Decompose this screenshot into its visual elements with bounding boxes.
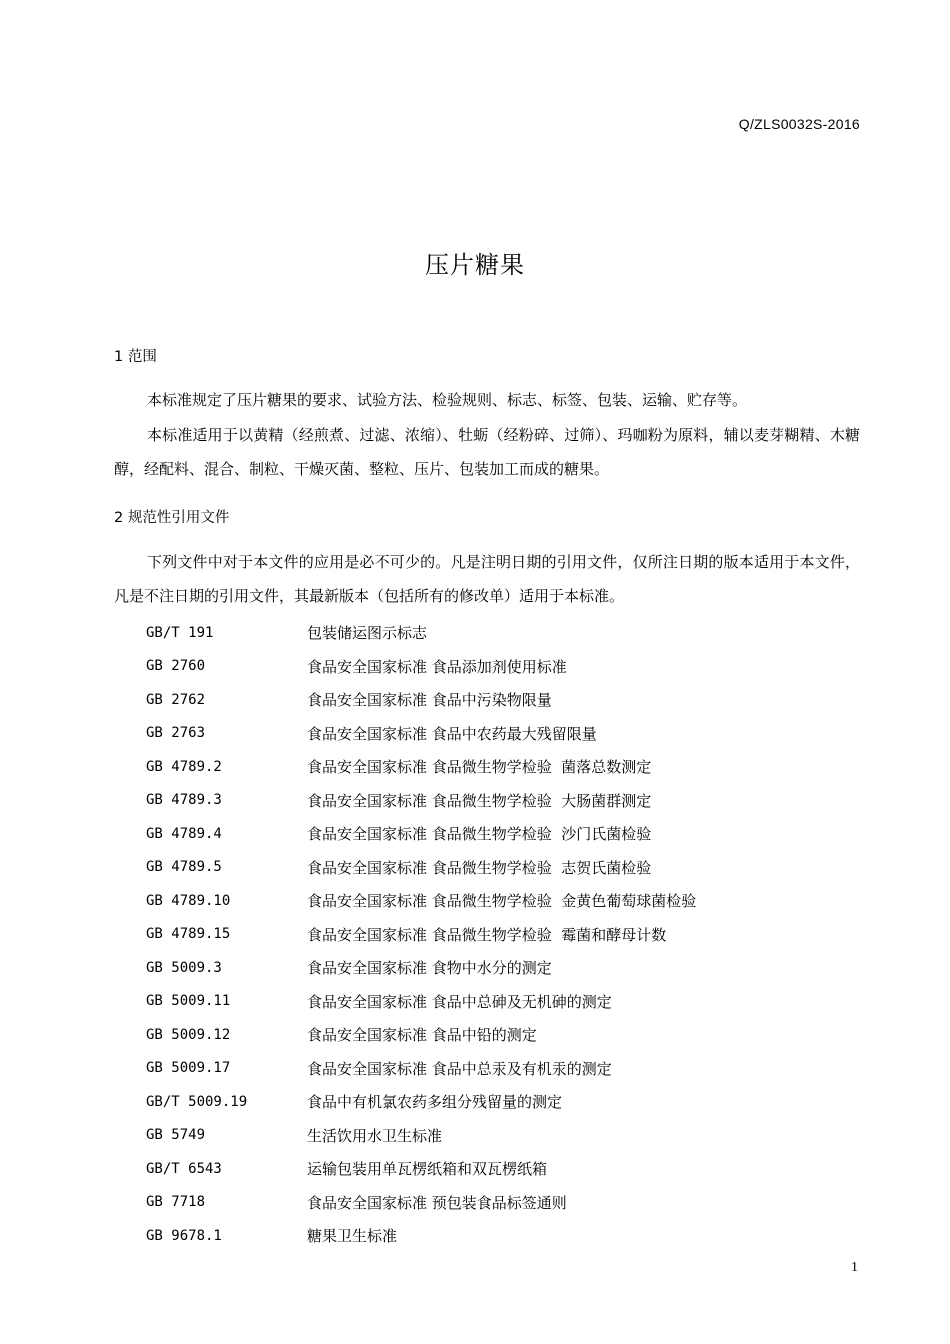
reference-item (146, 851, 696, 885)
reference-code: GB 5749 (146, 1127, 206, 1144)
reference-code: GB/T 191 (146, 624, 214, 641)
reference-code: GB 4789.5 (146, 859, 222, 876)
reference-item (146, 616, 696, 650)
reference-item (146, 1119, 696, 1153)
page-title: 压片糖果 (425, 251, 525, 279)
reference-item (146, 650, 696, 684)
scope-paragraph-1: 本标准规定了压片糖果的要求、试验方法、检验规则、标志、标签、包装、运输、贮存等。 (147, 391, 748, 409)
reference-code: GB 5009.11 (146, 993, 231, 1010)
reference-code: GB 4789.3 (146, 792, 222, 809)
reference-item (146, 985, 696, 1019)
reference-code: GB/T 6543 (146, 1160, 222, 1177)
reference-item (146, 1186, 696, 1220)
reference-code: GB 4789.2 (146, 758, 222, 775)
reference-title: 糖果卫生标准 (307, 1227, 398, 1246)
reference-item (146, 683, 696, 717)
references-intro-paragraph: 下列文件中对于本文件的应用是必不可少的。凡是注明日期的引用文件，仅所注日期的版本适用于本文件，凡是不注日期的引用文件，其最新版本（包括所有的修改单）适用于本标准。 (114, 553, 860, 605)
reference-title: 生活饮用水卫生标准 (307, 1126, 443, 1145)
reference-item (146, 1085, 696, 1119)
reference-code: GB 4789.10 (146, 892, 231, 909)
reference-code: GB 4789.15 (146, 926, 231, 943)
reference-title: 食品安全国家标准 食品微生物学检验 志贺氏菌检验 (307, 858, 652, 877)
reference-item (146, 784, 696, 818)
reference-title: 食品安全国家标准 食品中总砷及无机砷的测定 (307, 992, 612, 1011)
reference-code: GB 5009.17 (146, 1060, 231, 1077)
reference-title: 食品安全国家标准 食品中铅的测定 (307, 1026, 537, 1045)
reference-item (146, 1018, 696, 1052)
reference-title: 食品中有机氯农药多组分残留量的测定 (307, 1093, 563, 1112)
reference-title: 食品安全国家标准 食品中总汞及有机汞的测定 (307, 1059, 612, 1078)
reference-title: 食品安全国家标准 食品中污染物限量 (307, 691, 552, 710)
reference-title: 食品安全国家标准 食物中水分的测定 (307, 959, 552, 978)
reference-code: GB 5009.3 (146, 959, 222, 976)
page-number: 1 (851, 1260, 858, 1275)
reference-title: 食品安全国家标准 食品微生物学检验 菌落总数测定 (307, 758, 652, 777)
reference-code: GB 7718 (146, 1194, 206, 1211)
reference-item (146, 1219, 696, 1253)
reference-code: GB 2762 (146, 691, 206, 708)
reference-code: GB 2760 (146, 658, 206, 675)
reference-title: 食品安全国家标准 预包装食品标签通则 (307, 1193, 567, 1212)
reference-item (146, 817, 696, 851)
reference-code: GB 4789.4 (146, 825, 222, 842)
reference-title: 食品安全国家标准 食品微生物学检验 霉菌和酵母计数 (307, 925, 667, 944)
reference-title: 食品安全国家标准 食品微生物学检验 金黄色葡萄球菌检验 (307, 892, 697, 911)
reference-item (146, 884, 696, 918)
reference-code: GB 9678.1 (146, 1227, 222, 1244)
reference-item (146, 717, 696, 751)
reference-title: 运输包装用单瓦楞纸箱和双瓦楞纸箱 (307, 1160, 548, 1179)
document-code: Q/ZLS0032S-2016 (738, 116, 860, 132)
reference-list (146, 616, 696, 1253)
reference-item (146, 1152, 696, 1186)
section-heading-scope: 1 范围 (114, 349, 157, 365)
section-heading-references: 2 规范性引用文件 (114, 510, 230, 526)
reference-item (146, 750, 696, 784)
reference-title: 食品安全国家标准 食品中农药最大残留限量 (307, 724, 597, 743)
reference-title: 食品安全国家标准 食品微生物学检验 沙门氏菌检验 (307, 825, 652, 844)
reference-title: 包装储运图示标志 (307, 624, 428, 643)
reference-code: GB 5009.12 (146, 1026, 231, 1043)
reference-title: 食品安全国家标准 食品添加剂使用标准 (307, 657, 567, 676)
reference-title: 食品安全国家标准 食品微生物学检验 大肠菌群测定 (307, 791, 652, 810)
reference-code: GB 2763 (146, 725, 206, 742)
reference-item (146, 951, 696, 985)
reference-code: GB/T 5009.19 (146, 1093, 248, 1110)
scope-paragraph-2: 本标准适用于以黄精（经煎煮、过滤、浓缩）、牡蛎（经粉碎、过筛）、玛咖粉为原料，辅以麦芽糊精、木糖醇，经配料、混合、制粒、干燥灭菌、整粒、压片、包装加工而成的糖果。 (114, 426, 860, 478)
reference-item (146, 1052, 696, 1086)
reference-item (146, 918, 696, 952)
